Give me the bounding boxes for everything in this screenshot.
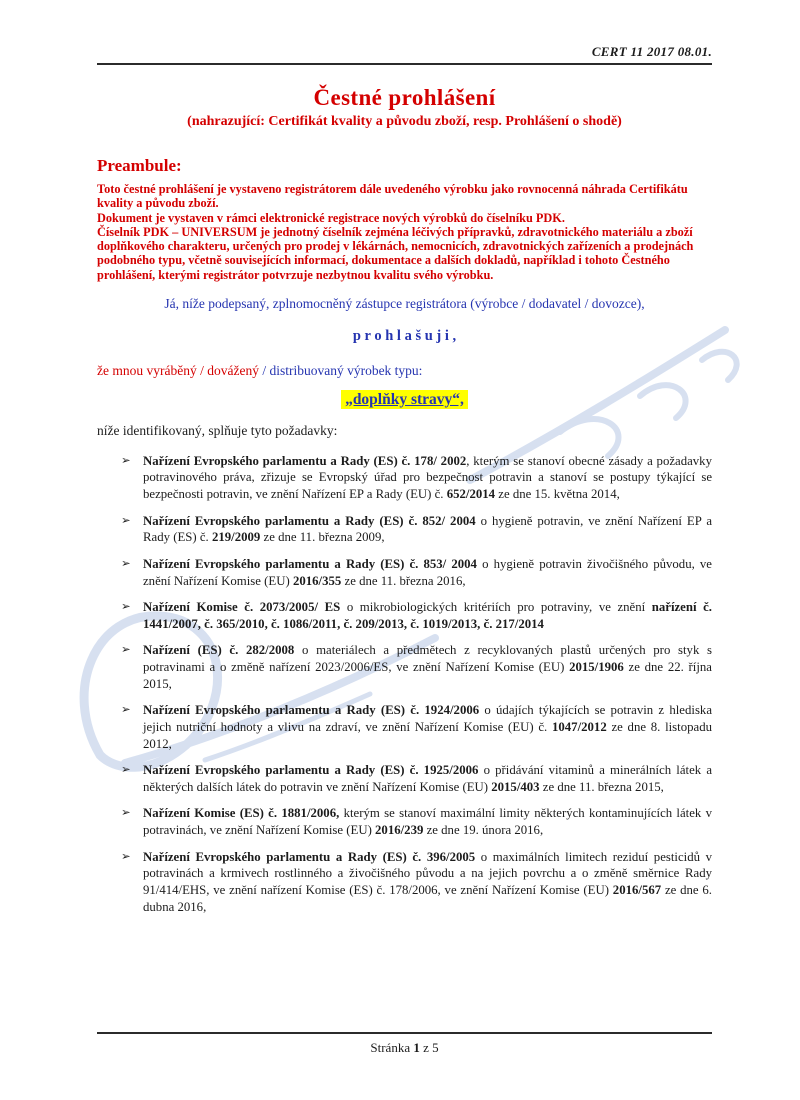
arrow-bullet-icon: ➢ <box>121 601 131 614</box>
requirement-item <box>121 702 712 752</box>
requirements-list <box>121 453 712 915</box>
declaration-intro: Já, níže podepsaný, zplnomocněný zástupce registrátora (výrobce / dodavatel / dovozce), <box>164 295 645 311</box>
page-subtitle: (nahrazující: Certifikát kvality a původu zboží, resp. Prohlášení o shodě) <box>187 114 622 129</box>
requirement-text: Nařízení Evropského parlamentu a Rady (ES) č. 853/ 2004 o hygieně potravin živočišného původu, ve znění Nařízení Komise (EU) 2016/355 ze dne 11. března 2016, <box>143 556 712 588</box>
arrow-bullet-icon: ➢ <box>121 454 131 467</box>
arrow-bullet-icon: ➢ <box>121 850 131 863</box>
preamble-body <box>97 182 712 282</box>
page-number-of: z <box>419 1040 433 1055</box>
arrow-bullet-icon: ➢ <box>121 514 131 527</box>
requirement-text: Nařízení Komise č. 2073/2005/ ES o mikrobiologických kritériích pro potraviny, ve znění nařízení č. 1441/2007, č. 365/2010, č. 1086/2011, č. 209/2013, č. 1019/2013, č. 217/2014 <box>143 600 712 631</box>
requirement-text: Nařízení Komise (ES) č. 1881/2006, kterým se stanoví maximální limity některých kontaminujících látek v potravinách, ve znění Nařízení Komise (EU) 2016/239 ze dne 19. února 2016, <box>143 806 712 837</box>
preamble-heading: Preambule: <box>97 156 182 175</box>
page-number <box>97 1040 712 1056</box>
document-page <box>97 0 712 915</box>
requirement-item <box>121 805 712 838</box>
requirement-text: Nařízení Evropského parlamentu a Rady (ES) č. 852/ 2004 o hygieně potravin, ve znění Nařízení EP a Rady (ES) č. 219/2009 ze dne 11. března 2009, <box>143 513 712 545</box>
page-number-current: 1 <box>413 1040 420 1055</box>
arrow-bullet-icon: ➢ <box>121 704 131 717</box>
arrow-bullet-icon: ➢ <box>121 764 131 777</box>
declaration-verb: p r o h l a š u j i , <box>352 327 457 344</box>
product-line <box>97 363 712 379</box>
preamble-paragraph: Dokument je vystaven v rámci elektronické registrace nových výrobků do číselníku PDK. <box>97 210 565 225</box>
product-line-red: že mnou vyráběný / dovážený <box>97 362 263 378</box>
footer-rule <box>97 1032 712 1034</box>
requirement-item <box>121 642 712 692</box>
requirement-item <box>121 513 712 546</box>
requirement-text: Nařízení Evropského parlamentu a Rady (ES) č. 1924/2006 o údajích týkajících se potravin z hlediska jejich nutriční hodnoty a vlivu na zdraví, ve znění Nařízení Komise (EU) č. 1047/2012 ze dne 8. listopadu 2012, <box>143 703 712 751</box>
requirement-text: Nařízení Evropského parlamentu a Rady (ES) č. 396/2005 o maximálních limitech reziduí pesticidů v potravinách a krmivech rostlinného a živočišného původu a na jejich povrchu a o změně směrnice Rady 91/414/EHS, ve znění nařízení Komise (ES) č. 178/2006, ve znění Nařízení Komise (EU) 2016/567 ze dne 6. dubna 2016, <box>143 849 713 914</box>
requirement-text: Nařízení Evropského parlamentu a Rady (ES) č. 1925/2006 o přidávání vitaminů a minerálních látek a některých dalších látek do potravin ve znění Nařízení Komise (EU) 2015/403 ze dne 11. března 2015, <box>143 763 712 794</box>
page-title: Čestné prohlášení <box>313 85 496 110</box>
product-line-blue: / distribuovaný výrobek typu: <box>262 362 423 378</box>
arrow-bullet-icon: ➢ <box>121 807 131 820</box>
preamble-paragraph: Číselník PDK – UNIVERSUM je jednotný číselník zejména léčivých přípravků, zdravotnického materiálu a zboží doplňkového charakteru, určených pro prodej v lékárnách, nemocnicích, zdravotnických zařízeních a prodejnách podobného typu, včetně souvisejících informací, dokumentace a dalších dokladů, například i tohoto Čestného prohlášení, kterými registrátor potvrzuje nezbytnou kvalitu svého výrobku. <box>97 224 694 282</box>
product-type-highlight: „doplňky stravy“, <box>341 390 468 409</box>
page-footer <box>97 1032 712 1056</box>
requirement-text: Nařízení (ES) č. 282/2008 o materiálech a předmětech z recyklovaných plastů určených pro styk s potravinami a o změně nařízení 2023/2006/ES, ve znění Nařízení Komise (EU) 2015/1906 ze dne 22. října 2015, <box>143 643 712 691</box>
requirement-item <box>121 556 712 589</box>
requirement-item <box>121 599 712 632</box>
requirement-text: Nařízení Evropského parlamentu a Rady (ES) č. 178/ 2002, kterým se stanoví obecné zásady a požadavky potravinového práva, zřizuje se Evropský úřad pro bezpečnost potravin a stanoví se postupy týkající se bezpečnosti potravin, ve znění Nařízení EP a Rady (EU) č. 652/2014 ze dne 15. května 2014, <box>143 453 712 501</box>
requirement-item <box>121 762 712 795</box>
preamble-paragraph: Toto čestné prohlášení je vystaveno registrátorem dále uvedeného výrobku jako rovnocenná náhrada Certifikátu kvality a původu zboží. <box>97 182 688 211</box>
page-number-prefix: Stránka <box>370 1040 414 1055</box>
requirement-item <box>121 453 712 503</box>
product-type <box>97 391 712 409</box>
doc-code: CERT 11 2017 08.01. <box>97 44 712 65</box>
arrow-bullet-icon: ➢ <box>121 557 131 570</box>
arrow-bullet-icon: ➢ <box>121 644 131 657</box>
requirement-item <box>121 849 712 916</box>
requirements-lead: níže identifikovaný, splňuje tyto požadavky: <box>97 422 338 438</box>
page-number-total: 5 <box>432 1040 439 1055</box>
